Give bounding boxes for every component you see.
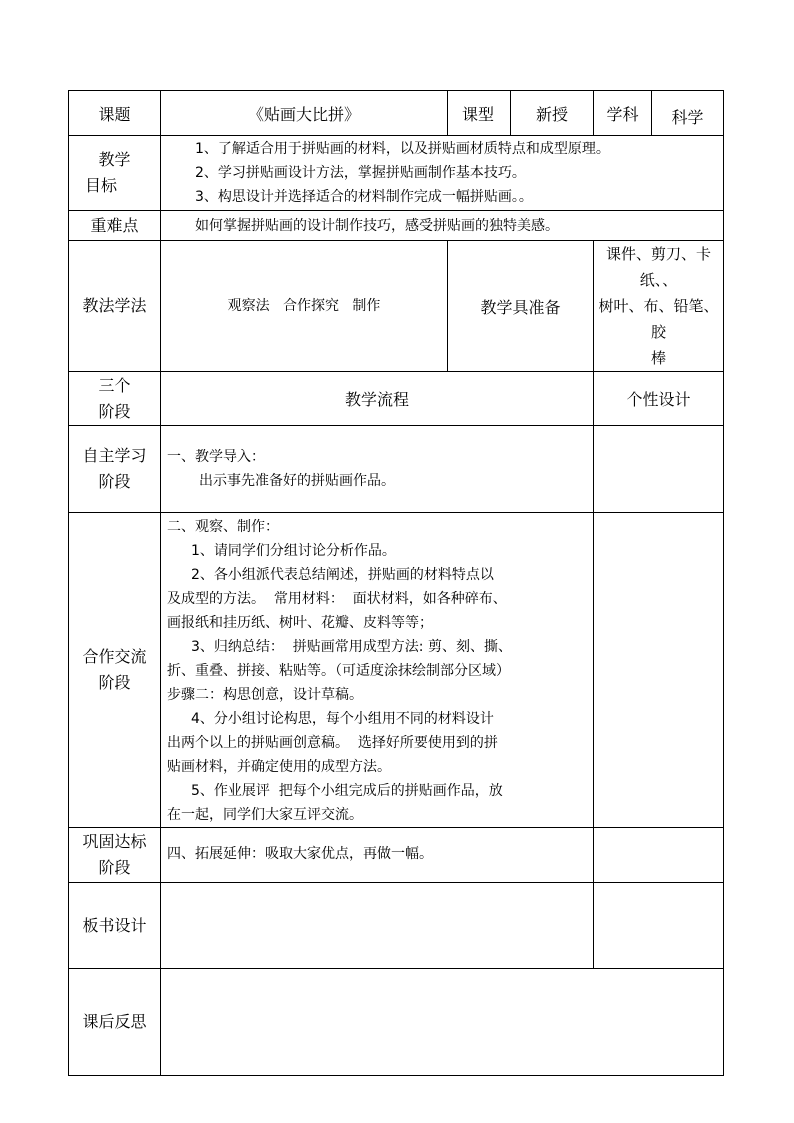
cooperation-line: 二、观察、制作： [167,519,279,535]
stages-label-line2: 阶段 [98,401,131,421]
board-row [69,883,724,969]
cooperation-design-cell [594,513,724,828]
cooperation-line: 出两个以上的拼贴画创意稿。 选择好所要使用到的拼 [167,735,498,751]
self-study-label-line1: 自主学习 [82,446,147,465]
goals-content [161,136,724,211]
cooperation-row [69,513,724,828]
prep-label: 教学具准备 [448,241,594,372]
consolidate-text: 四、拓展延伸：吸取大家优点，再做一幅。 [167,846,433,862]
prep-line: 棒 [650,349,666,367]
cooperation-line: 折、重叠、拼接、粘贴等。（可适度涂抹绘制部分区域） [167,663,510,679]
difficulty-row [69,211,724,241]
goal-line: 2、学习拼贴画设计方法，掌握拼贴画制作基本技巧。 [195,165,526,181]
goal-line: 1、了解适合用于拼贴画的材料，以及拼贴画材质特点和成型原理。 [195,141,610,157]
cooperation-line: 贴画材料，并确定使用的成型方法。 [167,759,391,775]
self-study-design-cell [594,426,724,513]
consolidate-label-line1: 巩固达标 [82,832,147,851]
board-label: 板书设计 [69,883,161,969]
goals-label [69,136,161,211]
goals-row [69,136,724,211]
goals-label-line2: 目标 [85,176,118,195]
cooperation-line: 在一起，同学们大家互评交流。 [167,807,363,823]
self-study-label-line2: 阶段 [98,472,131,491]
cooperation-line: 4、分小组讨论构思，每个小组用不同的材料设计 [191,711,494,727]
stages-label [69,372,161,426]
reflection-content-cell [161,969,724,1076]
difficulty-content [161,211,724,241]
cooperation-line: 5、作业展评 把每个小组完成后的拼贴画作品，放 [191,783,503,799]
topic-value: 《贴画大比拼》 [161,91,448,136]
type-value: 新授 [511,91,594,136]
self-study-content [161,426,594,513]
type-label: 课型 [448,91,511,136]
topic-label: 课题 [69,91,161,136]
process-label: 教学流程 [161,372,594,426]
header-row [69,91,724,136]
self-study-line: 出示事先准备好的拼贴画作品。 [199,473,395,489]
difficulty-text: 如何掌握拼贴画的设计制作技巧，感受拼贴画的独特美感。 [195,217,559,234]
reflection-row [69,969,724,1076]
design-label: 个性设计 [594,372,724,426]
reflection-label: 课后反思 [69,969,161,1076]
cooperation-label-line1: 合作交流 [82,647,147,666]
stages-label-line1: 三个 [98,375,131,395]
cooperation-label [69,513,161,828]
prep-line: 树叶、布、铅笔、胶 [598,297,719,341]
prep-line: 课件、剪刀、卡纸、、 [605,245,711,289]
methods-row [69,241,724,372]
cooperation-label-line2: 阶段 [98,673,131,692]
methods-text: 观察法 合作探究 制作 [161,241,448,372]
self-study-line: 一、教学导入： [167,449,265,465]
lesson-plan-table [68,90,724,1076]
self-study-row [69,426,724,513]
consolidate-content [161,828,594,883]
goal-line: 3、构思设计并选择适合的材料制作完成一幅拼贴画。。 [195,189,533,205]
methods-label: 教法学法 [69,241,161,372]
consolidate-row [69,828,724,883]
prep-content [594,241,724,372]
goals-label-line1: 教学 [98,150,131,169]
cooperation-line: 1、请同学们分组讨论分析作品。 [191,543,396,559]
difficulty-label: 重难点 [69,211,161,241]
self-study-label [69,426,161,513]
consolidate-label-line2: 阶段 [98,858,131,877]
cooperation-line: 步骤二：构思创意，设计草稿。 [167,687,363,703]
stages-header-row [69,372,724,426]
cooperation-line: 及成型的方法。 常用材料： 面状材料，如各种碎布、 [167,591,507,607]
consolidate-design-cell [594,828,724,883]
cooperation-line: 3、归纳总结： 拼贴画常用成型方法: 剪、刻、撕、 [191,639,512,655]
subject-value: 科学 [652,91,724,136]
consolidate-label [69,828,161,883]
board-design-cell [594,883,724,969]
subject-label: 学科 [594,91,652,136]
cooperation-line: 画报纸和挂历纸、树叶、花瓣、皮料等等； [167,615,433,631]
board-content-cell [161,883,594,969]
cooperation-content [161,513,594,828]
cooperation-line: 2、各小组派代表总结阐述，拼贴画的材料特点以 [191,567,494,583]
